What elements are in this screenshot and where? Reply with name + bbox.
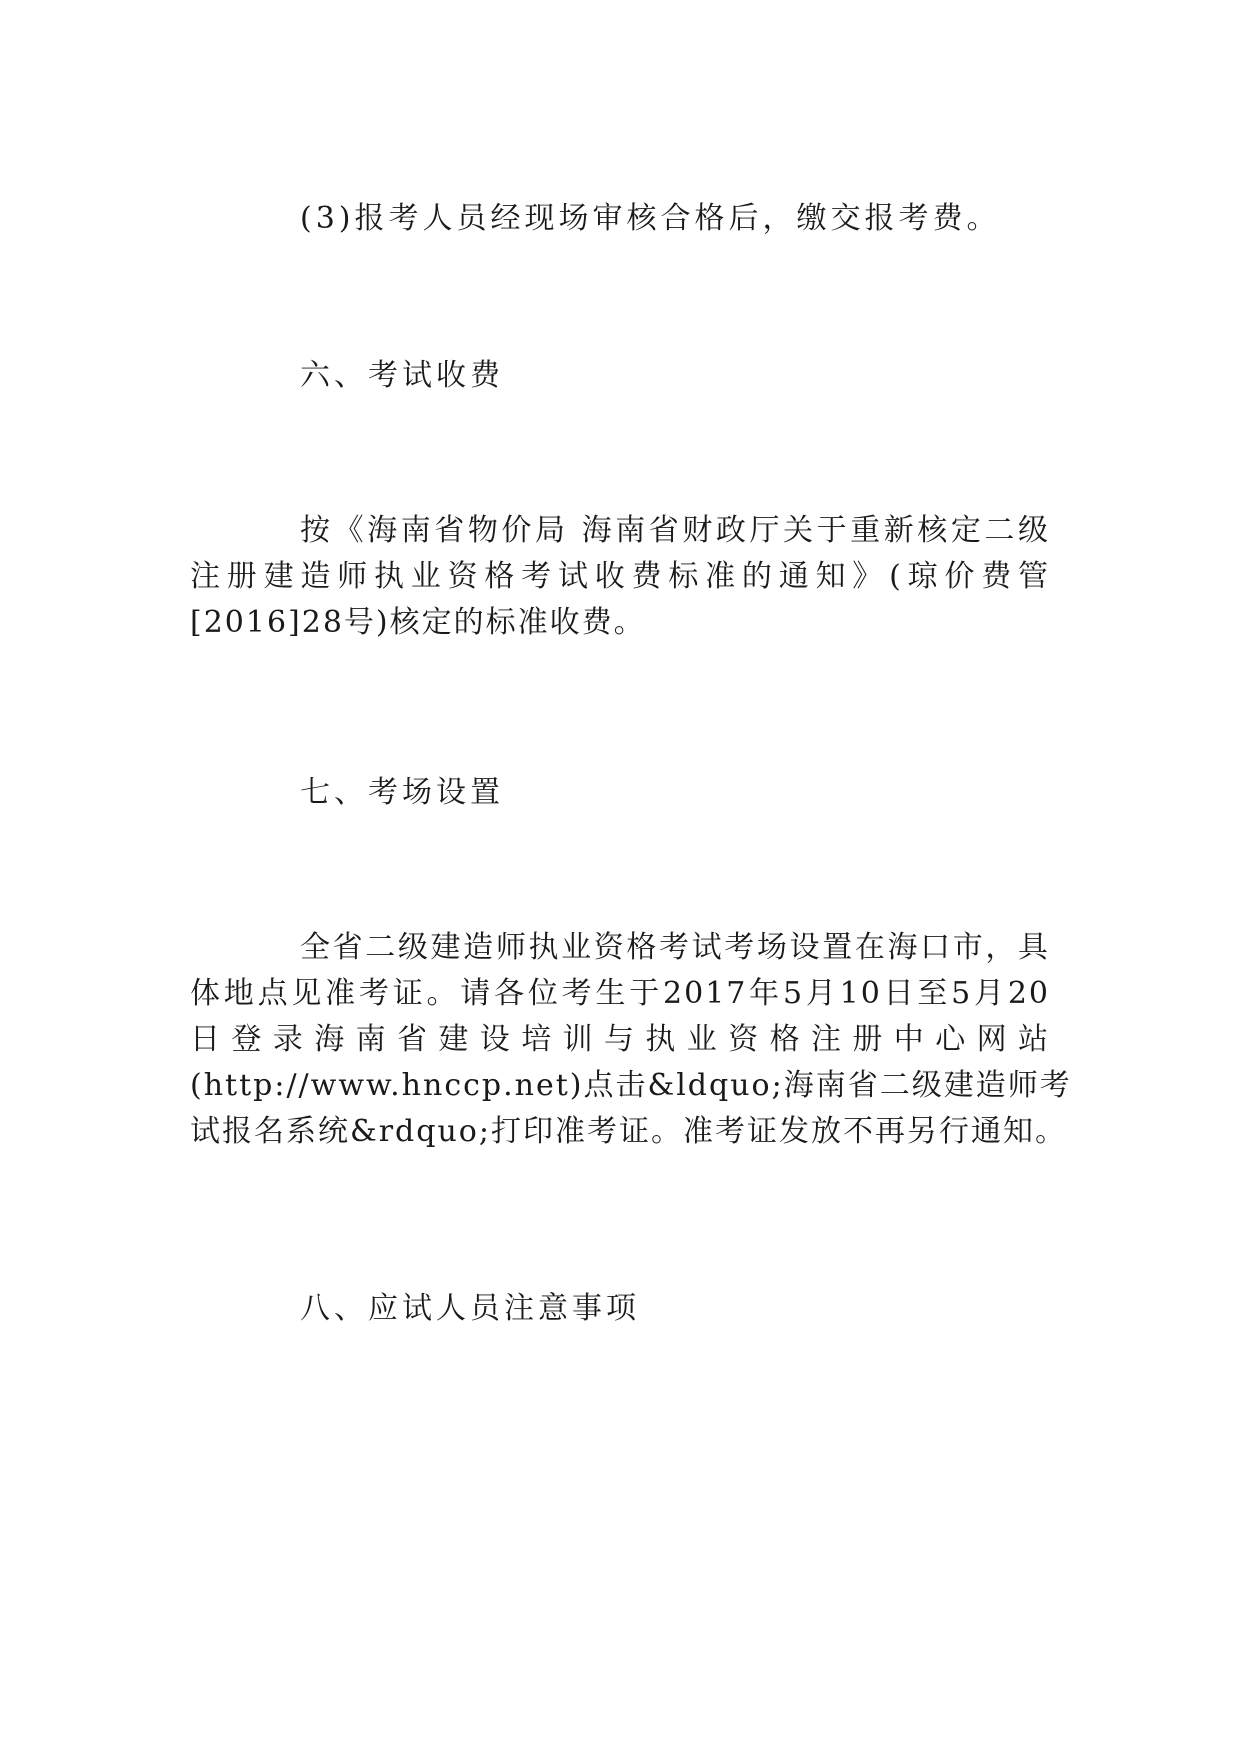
paragraph-line: 注册建造师执业资格考试收费标准的通知》(琼价费管 [190, 559, 1050, 594]
paragraph-line: 全省二级建造师执业资格考试考场设置在海口市，具 [300, 930, 1050, 965]
item-3-text: (3)报考人员经现场审核合格后，缴交报考费。 [300, 201, 1001, 236]
section-8-heading: 八、应试人员注意事项 [300, 1291, 640, 1326]
paragraph-line: 试报名系统&rdquo;打印准考证。准考证发放不再另行通知。 [190, 1114, 1067, 1149]
section-7-paragraph [190, 925, 1072, 1155]
paragraph-line: (http://www.hnccp.net)点击&ldquo;海南省二级建造师考 [190, 1068, 1072, 1103]
section-7-heading: 七、考场设置 [300, 775, 504, 810]
paragraph-line: 日登录海南省建设培训与执业资格注册中心网站 [190, 1022, 1050, 1057]
paragraph-line: [2016]28号)核定的标准收费。 [190, 605, 646, 640]
paragraph-line: 按《海南省物价局 海南省财政厅关于重新核定二级 [300, 513, 1050, 548]
paragraph-line: 体地点见准考证。请各位考生于2017年5月10日至5月20 [190, 976, 1050, 1011]
section-6-heading: 六、考试收费 [300, 358, 504, 393]
section-6-paragraph [190, 508, 1050, 646]
